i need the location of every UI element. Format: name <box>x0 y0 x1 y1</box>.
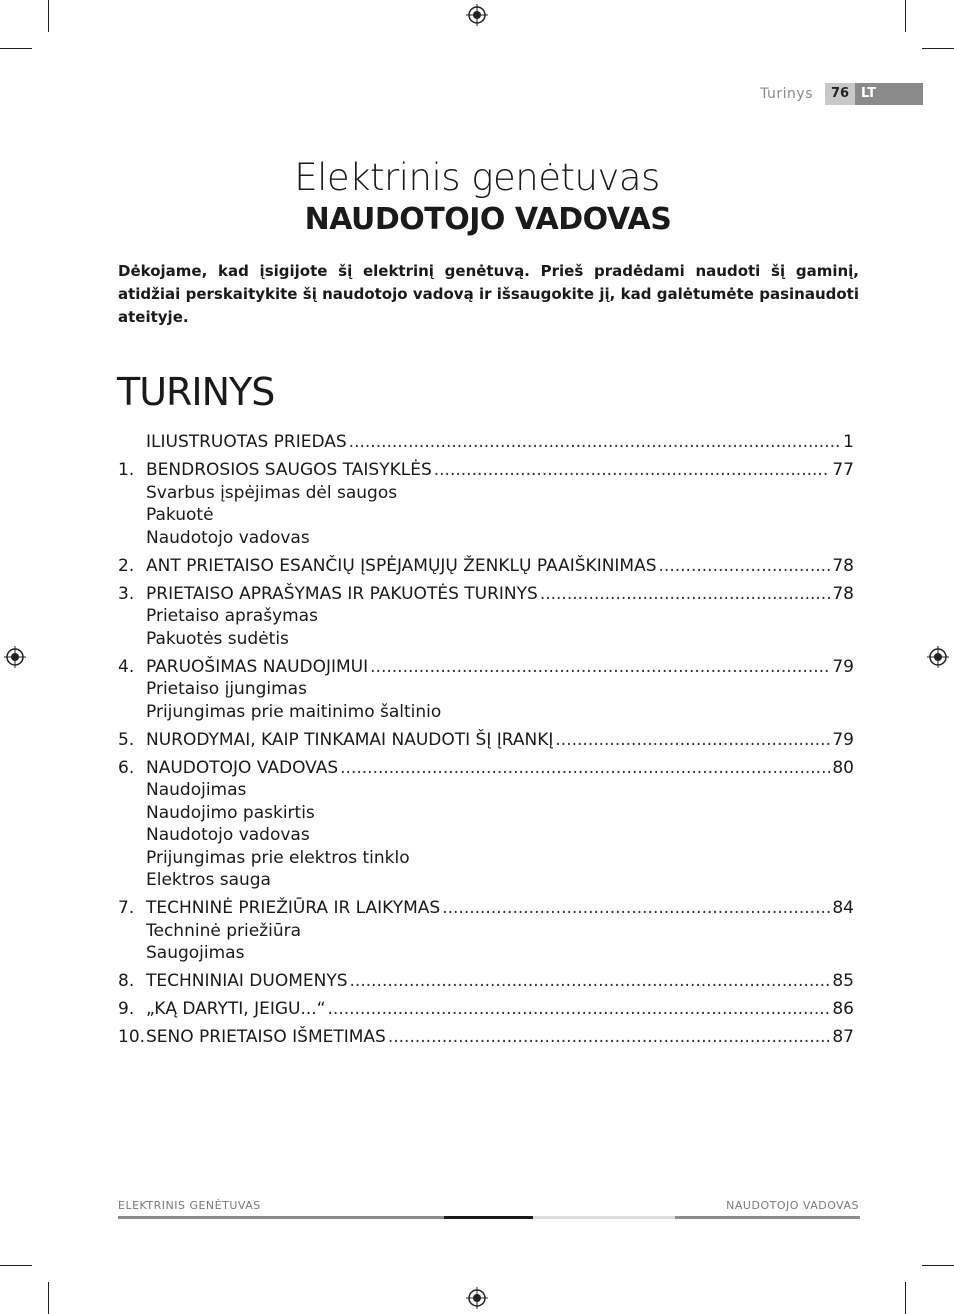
toc-subentry[interactable]: Naudojimo paskirtis <box>146 802 315 823</box>
toc-entry-number: 2. <box>118 555 135 576</box>
toc-entry-title: NAUDOTOJO VADOVAS <box>146 757 339 778</box>
toc-entry-number: 9. <box>118 999 135 1019</box>
crop-mark <box>0 48 32 49</box>
toc-subentry[interactable]: Saugojimas <box>146 943 245 963</box>
toc-entry-title: PRIETAISO APRAŠYMAS IR PAKUOTĖS TURINYS <box>146 583 538 604</box>
registration-mark-icon <box>927 646 949 668</box>
toc-entry-page: 77 <box>832 460 854 480</box>
toc-entry-page: 1 <box>843 432 854 452</box>
crop-mark <box>0 1265 32 1266</box>
language-tab: LT <box>855 83 923 105</box>
toc-leader-dots <box>540 584 831 604</box>
toc-entry[interactable] <box>118 584 854 606</box>
toc-entry-page: 80 <box>832 757 854 778</box>
toc-entry-page: 79 <box>832 729 854 750</box>
toc-entry[interactable] <box>118 730 854 752</box>
toc-entry[interactable] <box>118 556 854 578</box>
toc-heading: TURINYS <box>117 370 275 414</box>
header-section-label: Turinys <box>760 86 813 102</box>
toc-subentry[interactable]: Naudojimas <box>146 780 247 800</box>
toc-leader-dots <box>340 758 830 778</box>
toc-entry-number: 10. <box>118 1027 146 1047</box>
registration-mark-icon <box>466 1287 488 1309</box>
toc-entry-title: BENDROSIOS SAUGOS TAISYKLĖS <box>146 460 432 480</box>
registration-mark-icon <box>466 4 488 26</box>
toc-entry-page: 79 <box>832 656 854 677</box>
toc-subentry[interactable]: Pakuotė <box>146 505 214 525</box>
toc-subentry[interactable]: Prietaiso aprašymas <box>146 606 318 626</box>
crop-mark <box>922 1265 954 1266</box>
toc-leader-dots <box>555 730 830 750</box>
toc-entry-number: 3. <box>118 583 135 604</box>
toc-entry-title: ILIUSTRUOTAS PRIEDAS <box>146 432 347 452</box>
toc-leader-dots <box>442 898 830 918</box>
page-number: 76 <box>825 83 855 105</box>
toc-subentry[interactable]: Techninė priežiūra <box>146 920 302 941</box>
toc-leader-dots <box>349 432 842 452</box>
toc-entry-number: 8. <box>118 971 135 991</box>
toc-entry[interactable] <box>118 657 854 679</box>
toc-subentry[interactable]: Elektros sauga <box>146 870 271 890</box>
toc-entry[interactable] <box>118 898 854 920</box>
toc-entry-page: 78 <box>832 583 854 604</box>
crop-mark <box>905 1282 906 1314</box>
footer-bar <box>533 1216 675 1219</box>
toc-subentry[interactable]: Pakuotės sudėtis <box>146 628 289 649</box>
toc-entry-number: 7. <box>118 898 135 918</box>
crop-mark <box>48 1282 49 1314</box>
toc-entry-page: 86 <box>832 999 854 1019</box>
toc-entry-title: „KĄ DARYTI, JEIGU...“ <box>146 999 326 1019</box>
footer-bar <box>444 1216 533 1219</box>
toc-subentry[interactable]: Prijungimas prie elektros tinklo <box>146 847 410 868</box>
toc-entry[interactable] <box>118 758 854 780</box>
crop-mark <box>905 0 906 32</box>
toc-entry-page: 78 <box>832 555 854 576</box>
intro-paragraph: Dėkojame, kad įsigijote šį elektrinį genėtuvą. Prieš pradėdami naudoti šį gaminį, atidžiai perskaitykite šį naudotojo vadovą ir išsaugokite jį, kad galėtumėte pasinaudoti ateityje. <box>118 262 859 326</box>
toc-leader-dots <box>434 460 831 480</box>
toc-entry[interactable] <box>118 971 854 993</box>
toc-entry-title: ANT PRIETAISO ESANČIŲ ĮSPĖJAMŲJŲ ŽENKLŲ PAAIŠKINIMAS <box>146 555 657 576</box>
toc-leader-dots <box>370 657 830 677</box>
toc-subentry[interactable]: Prijungimas prie maitinimo šaltinio <box>146 701 442 722</box>
document-title: Elektrinis genėtuvas <box>294 156 660 199</box>
toc-entry[interactable] <box>118 1027 854 1049</box>
crop-mark <box>922 48 954 49</box>
toc-subentry[interactable]: Naudotojo vadovas <box>146 825 310 845</box>
toc-subentry[interactable]: Svarbus įspėjimas dėl saugos <box>146 482 398 503</box>
registration-mark-icon <box>4 646 26 668</box>
toc-entry-title: TECHNINĖ PRIEŽIŪRA IR LAIKYMAS <box>146 898 441 918</box>
crop-mark <box>48 0 49 32</box>
toc-subentry[interactable]: Prietaiso įjungimas <box>146 679 307 699</box>
toc-entry-page: 84 <box>832 898 854 918</box>
table-of-contents <box>118 432 854 1062</box>
toc-entry-title: TECHNINIAI DUOMENYS <box>146 971 348 991</box>
footer-bar <box>118 1216 444 1219</box>
footer-right-label: NAUDOTOJO VADOVAS <box>726 1199 859 1212</box>
toc-entry-page: 87 <box>832 1027 854 1047</box>
toc-subentry[interactable]: Naudotojo vadovas <box>146 527 310 548</box>
toc-entry-title: SENO PRIETAISO IŠMETIMAS <box>146 1027 386 1047</box>
toc-leader-dots <box>659 556 831 576</box>
toc-entry-number: 4. <box>118 656 135 677</box>
toc-leader-dots <box>328 999 831 1019</box>
toc-entry-number: 6. <box>118 757 135 778</box>
footer-bar <box>675 1216 860 1219</box>
toc-entry-number: 5. <box>118 729 135 750</box>
document-subtitle: NAUDOTOJO VADOVAS <box>304 202 672 237</box>
toc-entry-title: PARUOŠIMAS NAUDOJIMUI <box>146 656 369 677</box>
toc-entry-number: 1. <box>118 460 135 480</box>
footer-left-label: ELEKTRINIS GENĖTUVAS <box>118 1199 261 1212</box>
toc-entry[interactable] <box>118 432 854 454</box>
toc-leader-dots <box>388 1027 831 1047</box>
toc-leader-dots <box>350 971 831 991</box>
toc-entry-title: NURODYMAI, KAIP TINKAMAI NAUDOTI ŠĮ ĮRANKĮ <box>146 729 554 750</box>
toc-entry-page: 85 <box>832 971 854 991</box>
toc-entry[interactable] <box>118 460 854 482</box>
toc-entry[interactable] <box>118 999 854 1021</box>
